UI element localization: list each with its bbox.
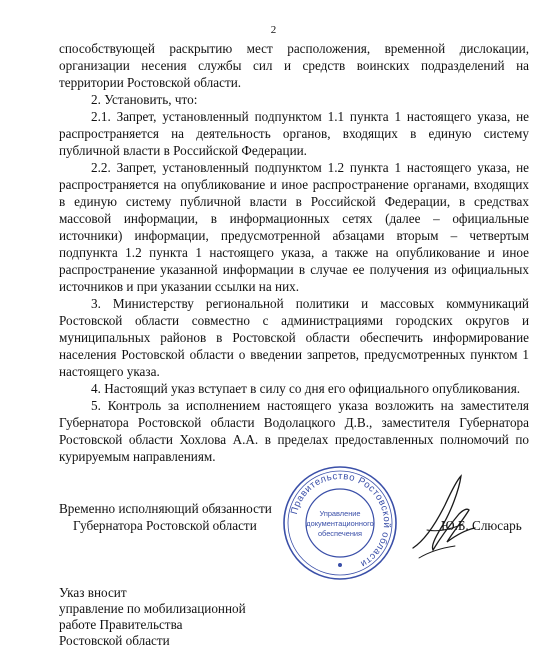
seal-outer-text: Правительство Ростовской области — [288, 470, 393, 570]
footer-line3: работе Правительства — [59, 617, 183, 632]
page-number: 2 — [270, 24, 277, 36]
seal-inner-line2: документационного — [306, 519, 374, 528]
signer-name: Ю.Б. Слюсарь — [441, 518, 522, 533]
official-seal — [280, 463, 400, 583]
seal-inner-line3: обеспечения — [317, 529, 363, 538]
paragraph-2-1: 2.1. Запрет, установленный подпунктом 1.1 пункта 1 настоящего указа, не распространяется на деятельность органов, входящих в единую систему публичной власти в Российской Федерации. — [59, 109, 529, 158]
signatory-title-line2: Губернатора Ростовской области — [73, 518, 257, 533]
paragraph-4: 4. Настоящий указ вступает в силу со дня его официального опубликования. — [91, 381, 521, 396]
decree-body — [59, 40, 529, 465]
paragraph-continuation: способствующей раскрытию мест расположения, временной дислокации, организации несения службы сил и средств воинских подразделений на территории Ростовской области. — [59, 41, 529, 90]
paragraph-2: 2. Установить, что: — [91, 92, 198, 107]
signatory-title-line1: Временно исполняющий обязанности — [59, 501, 272, 516]
footer-line4: Ростовской области — [59, 633, 170, 648]
submitted-by-note — [59, 585, 246, 649]
paragraph-3: 3. Министерству региональной политики и массовых коммуникаций Ростовской области совместно с администрациями городских округов и муниципальных районов в Ростовской области обеспечить информирование населения Ростовской области о введении запретов, предусмотренных пунктом 1 настоящего указа. — [59, 296, 529, 379]
seal-star-mark — [338, 563, 342, 567]
footer-line1: Указ вносит — [59, 585, 127, 600]
paragraph-2-2: 2.2. Запрет, установленный подпунктом 1.2 пункта 1 настоящего указа, не распространяется на опубликование и иное распространение органами, входящих в единую систему публичной власти в Российской Федерации, в средствах массовой информации, в информационных сетях (далее – официальные источники) информации, предусмотренной абзацами вторым – четвертым подпункта 1.2 пункта 1 настоящего указа, а также на опубликование и иное распространение указанной информации в случае ее получения из официальных источников и при указании ссылки на них. — [59, 160, 529, 294]
footer-line2: управление по мобилизационной — [59, 601, 246, 616]
paragraph-5: 5. Контроль за исполнением настоящего указа возложить на заместителя Губернатора Ростовской области Водолацкого Д.В., заместителя Губернатора Ростовской области Хохлова А.А. в пределах предоставленных полномочий по курируемым направлениям. — [59, 398, 529, 464]
seal-inner-line1: Управление — [319, 509, 361, 518]
